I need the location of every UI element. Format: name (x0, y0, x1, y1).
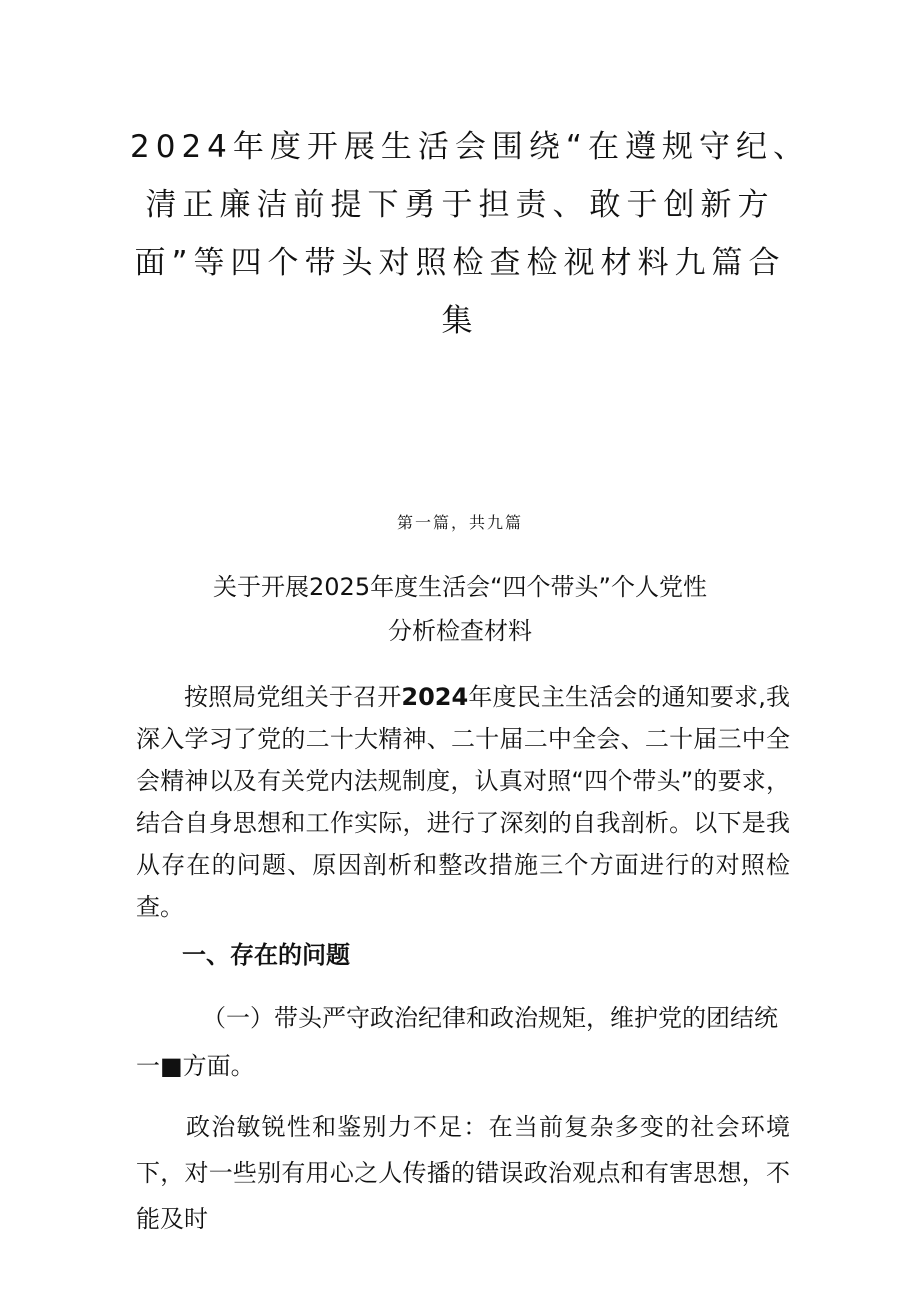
sub-title (160, 565, 760, 653)
sub-title-line: 分析检查材料 (388, 617, 532, 645)
body-paragraph: 政治敏锐性和鉴别力不足：在当前复杂多变的社会环境下，对一些别有用心之人传播的错误政治观点和有害思想，不能及时 (136, 1113, 790, 1233)
section-heading: 一、存在的问题 (182, 941, 350, 969)
intro-text-rest: 年度民主生活会的通知要求,我深入学习了党的二十大精神、二十届二中全会、二十届三中全会精神以及有关党内法规制度，认真对照“四个带头”的要求，结合自身思想和工作实际，进行了深刻的自我剖析。以下是我从存在的问题、原因剖析和整改措施三个方面进行的对照检查。 (136, 683, 790, 921)
main-title-line: 集 (441, 303, 479, 339)
intro-paragraph (136, 676, 790, 928)
main-title (130, 118, 810, 350)
main-title-line: 2024年度开展生活会围绕“在遵规守纪、 (130, 129, 810, 165)
sub-title-line: 关于开展2025年度生活会“四个带头”个人党性 (213, 573, 707, 601)
subsection-heading (136, 994, 796, 1090)
intro-text-start: 按照局党组关于召开 (184, 683, 402, 711)
main-title-line: 面”等四个带头对照检查检视材料九篇合 (134, 245, 786, 281)
intro-year: 2024 (401, 683, 469, 711)
subsection-heading-text: （一）带头严守政治纪律和政治规矩，维护党的团结统一■方面。 (136, 1004, 778, 1080)
part-label: 第一篇，共九篇 (396, 513, 523, 532)
main-title-line: 清正廉洁前提下勇于担责、敢于创新方 (145, 187, 775, 223)
